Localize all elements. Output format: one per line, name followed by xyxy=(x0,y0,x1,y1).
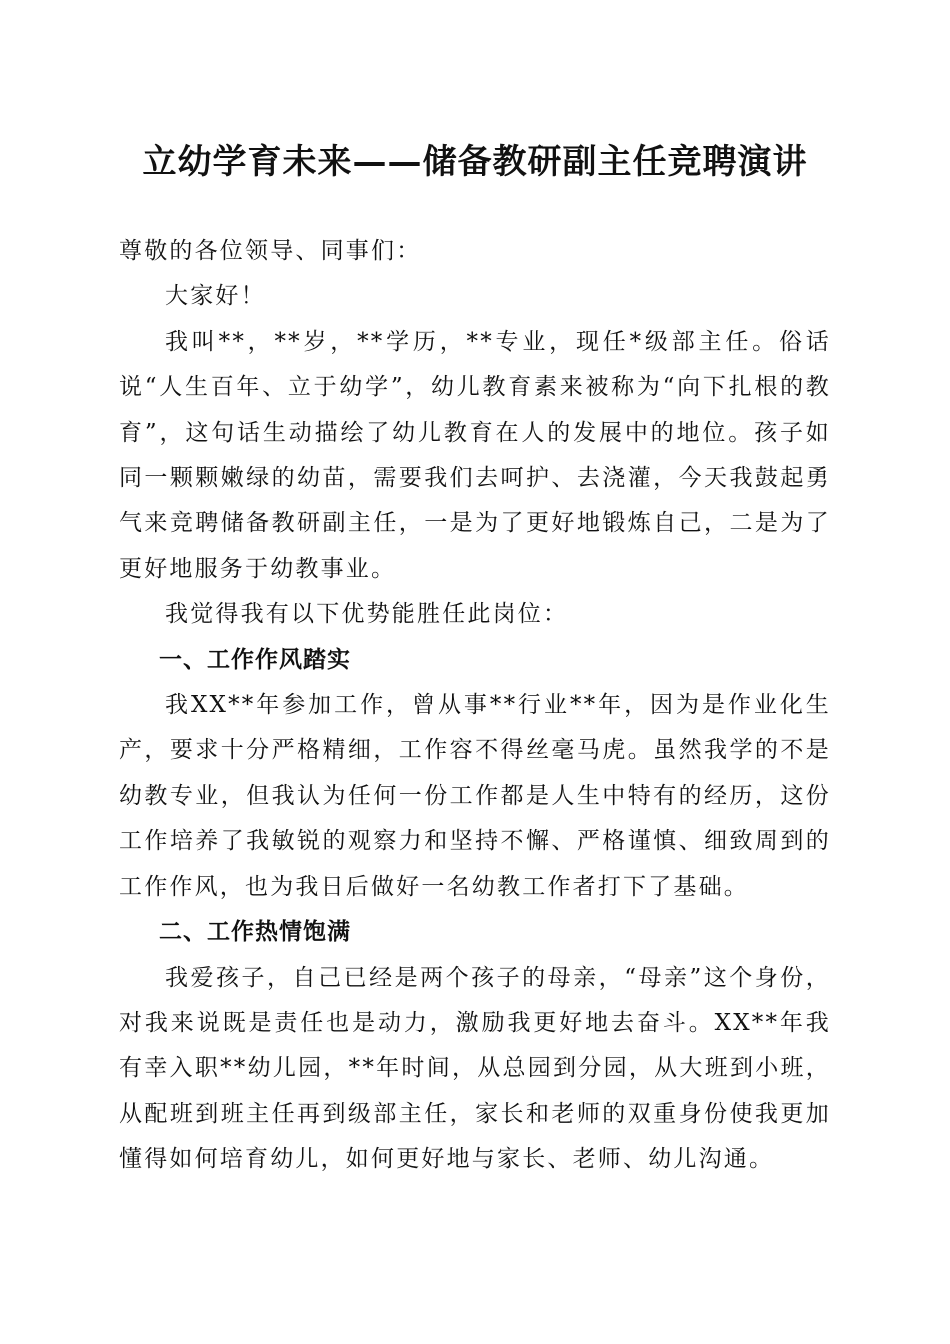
section-heading-enthusiasm: 二、工作热情饱满 xyxy=(159,919,351,946)
greeting: 大家好！ xyxy=(165,283,266,310)
intro-paragraph: 我叫**，**岁，**学历，**专业，现任*级部主任。俗话说“人生百年、立于幼学”，幼儿教育素来被称为“向下扎根的教育”，这句话生动描绘了幼儿教育在人的发展中的地位。孩子如同一颗颗嫩绿的幼苗，需要我们去呵护、去浇灌，今天我鼓起勇气来竞聘储备教研副主任，一是为了更好地锻炼自己，二是为了更好地服务于幼教事业。 xyxy=(119,328,831,582)
section-text-enthusiasm: 我爱孩子，自己已经是两个孩子的母亲，“母亲”这个身份，对我来说既是责任也是动力，激励我更好地去奋斗。XX**年我有幸入职**幼儿园，**年时间，从总园到分园，从大班到小班，从配班到班主任再到级部主任，家长和老师的双重身份使我更加懂得如何培育幼儿，如何更好地与家长、老师、幼儿沟通。 xyxy=(119,964,831,1173)
section-heading-work-style: 一、工作作风踏实 xyxy=(159,646,351,673)
document-body xyxy=(119,229,831,1183)
section-text-work-style: 我XX**年参加工作，曾从事**行业**年，因为是作业化生产，要求十分严格精细，工作容不得丝毫马虎。虽然我学的不是幼教专业，但我认为任何一份工作都是人生中特有的经历，这份工作培养了我敏锐的观察力和坚持不懈、严格谨慎、细致周到的工作作风，也为我日后做好一名幼教工作者打下了基础。 xyxy=(119,692,831,900)
document-title: 立幼学育未来——储备教研副主任竞聘演讲 xyxy=(142,142,808,182)
advantages-paragraph: 我觉得我有以下优势能胜任此岗位： xyxy=(165,601,569,628)
salutation: 尊敬的各位领导、同事们： xyxy=(119,238,422,264)
